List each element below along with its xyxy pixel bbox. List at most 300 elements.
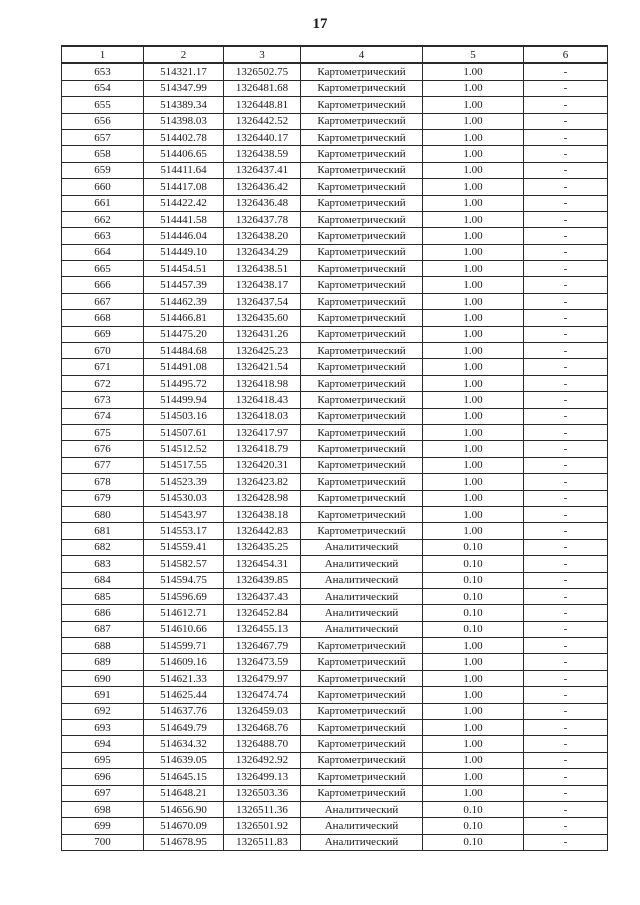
note-cell: - bbox=[524, 359, 608, 375]
point-number-cell: 684 bbox=[62, 572, 144, 588]
y-coordinate-cell: 1326437.54 bbox=[224, 293, 301, 309]
point-number-cell: 686 bbox=[62, 605, 144, 621]
note-cell: - bbox=[524, 343, 608, 359]
y-coordinate-cell: 1326438.20 bbox=[224, 228, 301, 244]
method-cell: Картометрический bbox=[301, 97, 423, 113]
accuracy-cell: 1.00 bbox=[423, 490, 524, 506]
point-number-cell: 700 bbox=[62, 834, 144, 850]
x-coordinate-cell: 514678.95 bbox=[144, 834, 224, 850]
y-coordinate-cell: 1326428.98 bbox=[224, 490, 301, 506]
x-coordinate-cell: 514634.32 bbox=[144, 736, 224, 752]
accuracy-cell: 1.00 bbox=[423, 310, 524, 326]
table-row bbox=[62, 162, 608, 178]
method-cell: Картометрический bbox=[301, 343, 423, 359]
method-cell: Аналитический bbox=[301, 621, 423, 637]
note-cell: - bbox=[524, 424, 608, 440]
point-number-cell: 685 bbox=[62, 588, 144, 604]
method-cell: Картометрический bbox=[301, 687, 423, 703]
method-cell: Картометрический bbox=[301, 638, 423, 654]
point-number-cell: 665 bbox=[62, 261, 144, 277]
point-number-cell: 659 bbox=[62, 162, 144, 178]
method-cell: Картометрический bbox=[301, 785, 423, 801]
x-coordinate-cell: 514596.69 bbox=[144, 588, 224, 604]
point-number-cell: 691 bbox=[62, 687, 144, 703]
method-cell: Картометрический bbox=[301, 424, 423, 440]
method-cell: Аналитический bbox=[301, 572, 423, 588]
y-coordinate-cell: 1326511.36 bbox=[224, 801, 301, 817]
accuracy-cell: 1.00 bbox=[423, 326, 524, 342]
x-coordinate-cell: 514625.44 bbox=[144, 687, 224, 703]
point-number-cell: 681 bbox=[62, 523, 144, 539]
accuracy-cell: 0.10 bbox=[423, 556, 524, 572]
y-coordinate-cell: 1326438.18 bbox=[224, 506, 301, 522]
note-cell: - bbox=[524, 720, 608, 736]
y-coordinate-cell: 1326467.79 bbox=[224, 638, 301, 654]
y-coordinate-cell: 1326418.43 bbox=[224, 392, 301, 408]
method-cell: Картометрический bbox=[301, 408, 423, 424]
note-cell: - bbox=[524, 654, 608, 670]
note-cell: - bbox=[524, 146, 608, 162]
point-number-cell: 682 bbox=[62, 539, 144, 555]
table-row bbox=[62, 129, 608, 145]
point-number-cell: 697 bbox=[62, 785, 144, 801]
accuracy-cell: 0.10 bbox=[423, 801, 524, 817]
y-coordinate-cell: 1326437.78 bbox=[224, 211, 301, 227]
accuracy-cell: 1.00 bbox=[423, 113, 524, 129]
table-row bbox=[62, 277, 608, 293]
y-coordinate-cell: 1326435.25 bbox=[224, 539, 301, 555]
accuracy-cell: 1.00 bbox=[423, 654, 524, 670]
column-header: 1 bbox=[62, 46, 144, 63]
accuracy-cell: 1.00 bbox=[423, 343, 524, 359]
x-coordinate-cell: 514645.15 bbox=[144, 769, 224, 785]
note-cell: - bbox=[524, 80, 608, 96]
point-number-cell: 678 bbox=[62, 474, 144, 490]
y-coordinate-cell: 1326479.97 bbox=[224, 670, 301, 686]
method-cell: Картометрический bbox=[301, 490, 423, 506]
coordinates-table bbox=[61, 45, 608, 851]
method-cell: Картометрический bbox=[301, 211, 423, 227]
accuracy-cell: 1.00 bbox=[423, 687, 524, 703]
table-row bbox=[62, 113, 608, 129]
point-number-cell: 675 bbox=[62, 424, 144, 440]
table-row bbox=[62, 801, 608, 817]
accuracy-cell: 1.00 bbox=[423, 228, 524, 244]
table-row bbox=[62, 424, 608, 440]
method-cell: Аналитический bbox=[301, 605, 423, 621]
method-cell: Картометрический bbox=[301, 80, 423, 96]
note-cell: - bbox=[524, 261, 608, 277]
x-coordinate-cell: 514517.55 bbox=[144, 457, 224, 473]
y-coordinate-cell: 1326481.68 bbox=[224, 80, 301, 96]
point-number-cell: 695 bbox=[62, 752, 144, 768]
table-row bbox=[62, 588, 608, 604]
method-cell: Картометрический bbox=[301, 261, 423, 277]
x-coordinate-cell: 514417.08 bbox=[144, 179, 224, 195]
note-cell: - bbox=[524, 506, 608, 522]
note-cell: - bbox=[524, 801, 608, 817]
method-cell: Картометрический bbox=[301, 752, 423, 768]
table-body bbox=[62, 63, 608, 850]
x-coordinate-cell: 514610.66 bbox=[144, 621, 224, 637]
note-cell: - bbox=[524, 588, 608, 604]
note-cell: - bbox=[524, 785, 608, 801]
x-coordinate-cell: 514621.33 bbox=[144, 670, 224, 686]
table-row bbox=[62, 785, 608, 801]
x-coordinate-cell: 514457.39 bbox=[144, 277, 224, 293]
method-cell: Картометрический bbox=[301, 457, 423, 473]
note-cell: - bbox=[524, 162, 608, 178]
table-row bbox=[62, 97, 608, 113]
table-row bbox=[62, 720, 608, 736]
note-cell: - bbox=[524, 638, 608, 654]
note-cell: - bbox=[524, 539, 608, 555]
table-row bbox=[62, 441, 608, 457]
accuracy-cell: 1.00 bbox=[423, 261, 524, 277]
method-cell: Аналитический bbox=[301, 588, 423, 604]
y-coordinate-cell: 1326474.74 bbox=[224, 687, 301, 703]
accuracy-cell: 0.10 bbox=[423, 539, 524, 555]
point-number-cell: 663 bbox=[62, 228, 144, 244]
y-coordinate-cell: 1326438.59 bbox=[224, 146, 301, 162]
table-row bbox=[62, 736, 608, 752]
note-cell: - bbox=[524, 97, 608, 113]
point-number-cell: 657 bbox=[62, 129, 144, 145]
method-cell: Картометрический bbox=[301, 228, 423, 244]
table-row bbox=[62, 80, 608, 96]
table-row bbox=[62, 769, 608, 785]
y-coordinate-cell: 1326442.52 bbox=[224, 113, 301, 129]
accuracy-cell: 1.00 bbox=[423, 424, 524, 440]
y-coordinate-cell: 1326448.81 bbox=[224, 97, 301, 113]
note-cell: - bbox=[524, 392, 608, 408]
point-number-cell: 661 bbox=[62, 195, 144, 211]
point-number-cell: 667 bbox=[62, 293, 144, 309]
accuracy-cell: 1.00 bbox=[423, 408, 524, 424]
x-coordinate-cell: 514503.16 bbox=[144, 408, 224, 424]
method-cell: Картометрический bbox=[301, 670, 423, 686]
y-coordinate-cell: 1326468.76 bbox=[224, 720, 301, 736]
note-cell: - bbox=[524, 129, 608, 145]
method-cell: Картометрический bbox=[301, 63, 423, 80]
y-coordinate-cell: 1326436.42 bbox=[224, 179, 301, 195]
y-coordinate-cell: 1326418.98 bbox=[224, 375, 301, 391]
point-number-cell: 694 bbox=[62, 736, 144, 752]
accuracy-cell: 1.00 bbox=[423, 179, 524, 195]
table-row bbox=[62, 179, 608, 195]
point-number-cell: 658 bbox=[62, 146, 144, 162]
x-coordinate-cell: 514612.71 bbox=[144, 605, 224, 621]
method-cell: Картометрический bbox=[301, 293, 423, 309]
point-number-cell: 692 bbox=[62, 703, 144, 719]
y-coordinate-cell: 1326459.03 bbox=[224, 703, 301, 719]
y-coordinate-cell: 1326437.43 bbox=[224, 588, 301, 604]
method-cell: Картометрический bbox=[301, 474, 423, 490]
y-coordinate-cell: 1326499.13 bbox=[224, 769, 301, 785]
x-coordinate-cell: 514398.03 bbox=[144, 113, 224, 129]
table-row bbox=[62, 621, 608, 637]
table-row bbox=[62, 261, 608, 277]
y-coordinate-cell: 1326425.23 bbox=[224, 343, 301, 359]
column-header: 2 bbox=[144, 46, 224, 63]
accuracy-cell: 1.00 bbox=[423, 162, 524, 178]
note-cell: - bbox=[524, 621, 608, 637]
accuracy-cell: 1.00 bbox=[423, 375, 524, 391]
table-row bbox=[62, 457, 608, 473]
y-coordinate-cell: 1326421.54 bbox=[224, 359, 301, 375]
y-coordinate-cell: 1326488.70 bbox=[224, 736, 301, 752]
table-row bbox=[62, 654, 608, 670]
note-cell: - bbox=[524, 490, 608, 506]
note-cell: - bbox=[524, 818, 608, 834]
x-coordinate-cell: 514609.16 bbox=[144, 654, 224, 670]
x-coordinate-cell: 514512.52 bbox=[144, 441, 224, 457]
y-coordinate-cell: 1326502.75 bbox=[224, 63, 301, 80]
accuracy-cell: 1.00 bbox=[423, 293, 524, 309]
y-coordinate-cell: 1326420.31 bbox=[224, 457, 301, 473]
accuracy-cell: 1.00 bbox=[423, 441, 524, 457]
method-cell: Картометрический bbox=[301, 769, 423, 785]
accuracy-cell: 1.00 bbox=[423, 97, 524, 113]
method-cell: Картометрический bbox=[301, 392, 423, 408]
y-coordinate-cell: 1326442.83 bbox=[224, 523, 301, 539]
method-cell: Картометрический bbox=[301, 162, 423, 178]
y-coordinate-cell: 1326435.60 bbox=[224, 310, 301, 326]
table-row bbox=[62, 638, 608, 654]
accuracy-cell: 1.00 bbox=[423, 752, 524, 768]
y-coordinate-cell: 1326473.59 bbox=[224, 654, 301, 670]
table-row bbox=[62, 834, 608, 850]
point-number-cell: 688 bbox=[62, 638, 144, 654]
method-cell: Аналитический bbox=[301, 801, 423, 817]
column-header: 5 bbox=[423, 46, 524, 63]
method-cell: Картометрический bbox=[301, 703, 423, 719]
y-coordinate-cell: 1326454.31 bbox=[224, 556, 301, 572]
x-coordinate-cell: 514495.72 bbox=[144, 375, 224, 391]
x-coordinate-cell: 514347.99 bbox=[144, 80, 224, 96]
x-coordinate-cell: 514411.64 bbox=[144, 162, 224, 178]
note-cell: - bbox=[524, 703, 608, 719]
note-cell: - bbox=[524, 310, 608, 326]
point-number-cell: 699 bbox=[62, 818, 144, 834]
note-cell: - bbox=[524, 113, 608, 129]
column-header: 4 bbox=[301, 46, 423, 63]
table-row bbox=[62, 818, 608, 834]
x-coordinate-cell: 514637.76 bbox=[144, 703, 224, 719]
method-cell: Картометрический bbox=[301, 326, 423, 342]
accuracy-cell: 0.10 bbox=[423, 572, 524, 588]
accuracy-cell: 1.00 bbox=[423, 211, 524, 227]
accuracy-cell: 1.00 bbox=[423, 638, 524, 654]
x-coordinate-cell: 514446.04 bbox=[144, 228, 224, 244]
note-cell: - bbox=[524, 408, 608, 424]
table-row bbox=[62, 490, 608, 506]
point-number-cell: 689 bbox=[62, 654, 144, 670]
accuracy-cell: 1.00 bbox=[423, 523, 524, 539]
table-row bbox=[62, 195, 608, 211]
x-coordinate-cell: 514484.68 bbox=[144, 343, 224, 359]
point-number-cell: 670 bbox=[62, 343, 144, 359]
x-coordinate-cell: 514649.79 bbox=[144, 720, 224, 736]
accuracy-cell: 1.00 bbox=[423, 736, 524, 752]
point-number-cell: 664 bbox=[62, 244, 144, 260]
note-cell: - bbox=[524, 834, 608, 850]
table-row bbox=[62, 310, 608, 326]
table-row bbox=[62, 63, 608, 80]
accuracy-cell: 1.00 bbox=[423, 720, 524, 736]
note-cell: - bbox=[524, 228, 608, 244]
point-number-cell: 654 bbox=[62, 80, 144, 96]
x-coordinate-cell: 514389.34 bbox=[144, 97, 224, 113]
note-cell: - bbox=[524, 441, 608, 457]
table-row bbox=[62, 556, 608, 572]
x-coordinate-cell: 514639.05 bbox=[144, 752, 224, 768]
x-coordinate-cell: 514553.17 bbox=[144, 523, 224, 539]
table-row bbox=[62, 523, 608, 539]
accuracy-cell: 1.00 bbox=[423, 392, 524, 408]
method-cell: Аналитический bbox=[301, 834, 423, 850]
method-cell: Картометрический bbox=[301, 375, 423, 391]
accuracy-cell: 1.00 bbox=[423, 195, 524, 211]
note-cell: - bbox=[524, 244, 608, 260]
point-number-cell: 687 bbox=[62, 621, 144, 637]
point-number-cell: 672 bbox=[62, 375, 144, 391]
point-number-cell: 660 bbox=[62, 179, 144, 195]
x-coordinate-cell: 514507.61 bbox=[144, 424, 224, 440]
note-cell: - bbox=[524, 769, 608, 785]
point-number-cell: 655 bbox=[62, 97, 144, 113]
x-coordinate-cell: 514656.90 bbox=[144, 801, 224, 817]
accuracy-cell: 0.10 bbox=[423, 818, 524, 834]
accuracy-cell: 1.00 bbox=[423, 129, 524, 145]
table-row bbox=[62, 670, 608, 686]
point-number-cell: 673 bbox=[62, 392, 144, 408]
method-cell: Картометрический bbox=[301, 179, 423, 195]
x-coordinate-cell: 514475.20 bbox=[144, 326, 224, 342]
accuracy-cell: 1.00 bbox=[423, 63, 524, 80]
note-cell: - bbox=[524, 179, 608, 195]
x-coordinate-cell: 514543.97 bbox=[144, 506, 224, 522]
point-number-cell: 669 bbox=[62, 326, 144, 342]
accuracy-cell: 1.00 bbox=[423, 703, 524, 719]
table-row bbox=[62, 539, 608, 555]
table-row bbox=[62, 408, 608, 424]
method-cell: Картометрический bbox=[301, 113, 423, 129]
note-cell: - bbox=[524, 556, 608, 572]
y-coordinate-cell: 1326418.03 bbox=[224, 408, 301, 424]
note-cell: - bbox=[524, 474, 608, 490]
column-header: 6 bbox=[524, 46, 608, 63]
point-number-cell: 698 bbox=[62, 801, 144, 817]
note-cell: - bbox=[524, 63, 608, 80]
x-coordinate-cell: 514402.78 bbox=[144, 129, 224, 145]
note-cell: - bbox=[524, 211, 608, 227]
column-header: 3 bbox=[224, 46, 301, 63]
y-coordinate-cell: 1326436.48 bbox=[224, 195, 301, 211]
method-cell: Аналитический bbox=[301, 539, 423, 555]
point-number-cell: 671 bbox=[62, 359, 144, 375]
y-coordinate-cell: 1326439.85 bbox=[224, 572, 301, 588]
x-coordinate-cell: 514466.81 bbox=[144, 310, 224, 326]
table-row bbox=[62, 474, 608, 490]
y-coordinate-cell: 1326434.29 bbox=[224, 244, 301, 260]
y-coordinate-cell: 1326437.41 bbox=[224, 162, 301, 178]
accuracy-cell: 1.00 bbox=[423, 80, 524, 96]
x-coordinate-cell: 514648.21 bbox=[144, 785, 224, 801]
method-cell: Картометрический bbox=[301, 736, 423, 752]
y-coordinate-cell: 1326438.51 bbox=[224, 261, 301, 277]
point-number-cell: 693 bbox=[62, 720, 144, 736]
table-row bbox=[62, 752, 608, 768]
note-cell: - bbox=[524, 752, 608, 768]
x-coordinate-cell: 514530.03 bbox=[144, 490, 224, 506]
table-row bbox=[62, 687, 608, 703]
method-cell: Картометрический bbox=[301, 146, 423, 162]
table-row bbox=[62, 506, 608, 522]
y-coordinate-cell: 1326501.92 bbox=[224, 818, 301, 834]
table-row bbox=[62, 605, 608, 621]
note-cell: - bbox=[524, 572, 608, 588]
point-number-cell: 666 bbox=[62, 277, 144, 293]
y-coordinate-cell: 1326423.82 bbox=[224, 474, 301, 490]
point-number-cell: 696 bbox=[62, 769, 144, 785]
note-cell: - bbox=[524, 523, 608, 539]
accuracy-cell: 1.00 bbox=[423, 457, 524, 473]
accuracy-cell: 1.00 bbox=[423, 359, 524, 375]
x-coordinate-cell: 514594.75 bbox=[144, 572, 224, 588]
method-cell: Картометрический bbox=[301, 244, 423, 260]
y-coordinate-cell: 1326452.84 bbox=[224, 605, 301, 621]
x-coordinate-cell: 514523.39 bbox=[144, 474, 224, 490]
y-coordinate-cell: 1326438.17 bbox=[224, 277, 301, 293]
note-cell: - bbox=[524, 457, 608, 473]
point-number-cell: 680 bbox=[62, 506, 144, 522]
note-cell: - bbox=[524, 375, 608, 391]
y-coordinate-cell: 1326503.36 bbox=[224, 785, 301, 801]
x-coordinate-cell: 514441.58 bbox=[144, 211, 224, 227]
y-coordinate-cell: 1326418.79 bbox=[224, 441, 301, 457]
point-number-cell: 674 bbox=[62, 408, 144, 424]
point-number-cell: 677 bbox=[62, 457, 144, 473]
x-coordinate-cell: 514491.08 bbox=[144, 359, 224, 375]
accuracy-cell: 1.00 bbox=[423, 506, 524, 522]
note-cell: - bbox=[524, 736, 608, 752]
point-number-cell: 653 bbox=[62, 63, 144, 80]
accuracy-cell: 1.00 bbox=[423, 474, 524, 490]
note-cell: - bbox=[524, 670, 608, 686]
table-row bbox=[62, 293, 608, 309]
table-row bbox=[62, 392, 608, 408]
accuracy-cell: 1.00 bbox=[423, 146, 524, 162]
y-coordinate-cell: 1326431.26 bbox=[224, 326, 301, 342]
table-row bbox=[62, 343, 608, 359]
note-cell: - bbox=[524, 277, 608, 293]
method-cell: Картометрический bbox=[301, 195, 423, 211]
accuracy-cell: 1.00 bbox=[423, 769, 524, 785]
point-number-cell: 676 bbox=[62, 441, 144, 457]
table-row bbox=[62, 211, 608, 227]
table-row bbox=[62, 326, 608, 342]
x-coordinate-cell: 514454.51 bbox=[144, 261, 224, 277]
method-cell: Картометрический bbox=[301, 310, 423, 326]
x-coordinate-cell: 514599.71 bbox=[144, 638, 224, 654]
table-row bbox=[62, 572, 608, 588]
accuracy-cell: 0.10 bbox=[423, 621, 524, 637]
method-cell: Картометрический bbox=[301, 654, 423, 670]
accuracy-cell: 1.00 bbox=[423, 785, 524, 801]
accuracy-cell: 0.10 bbox=[423, 605, 524, 621]
table-row bbox=[62, 228, 608, 244]
